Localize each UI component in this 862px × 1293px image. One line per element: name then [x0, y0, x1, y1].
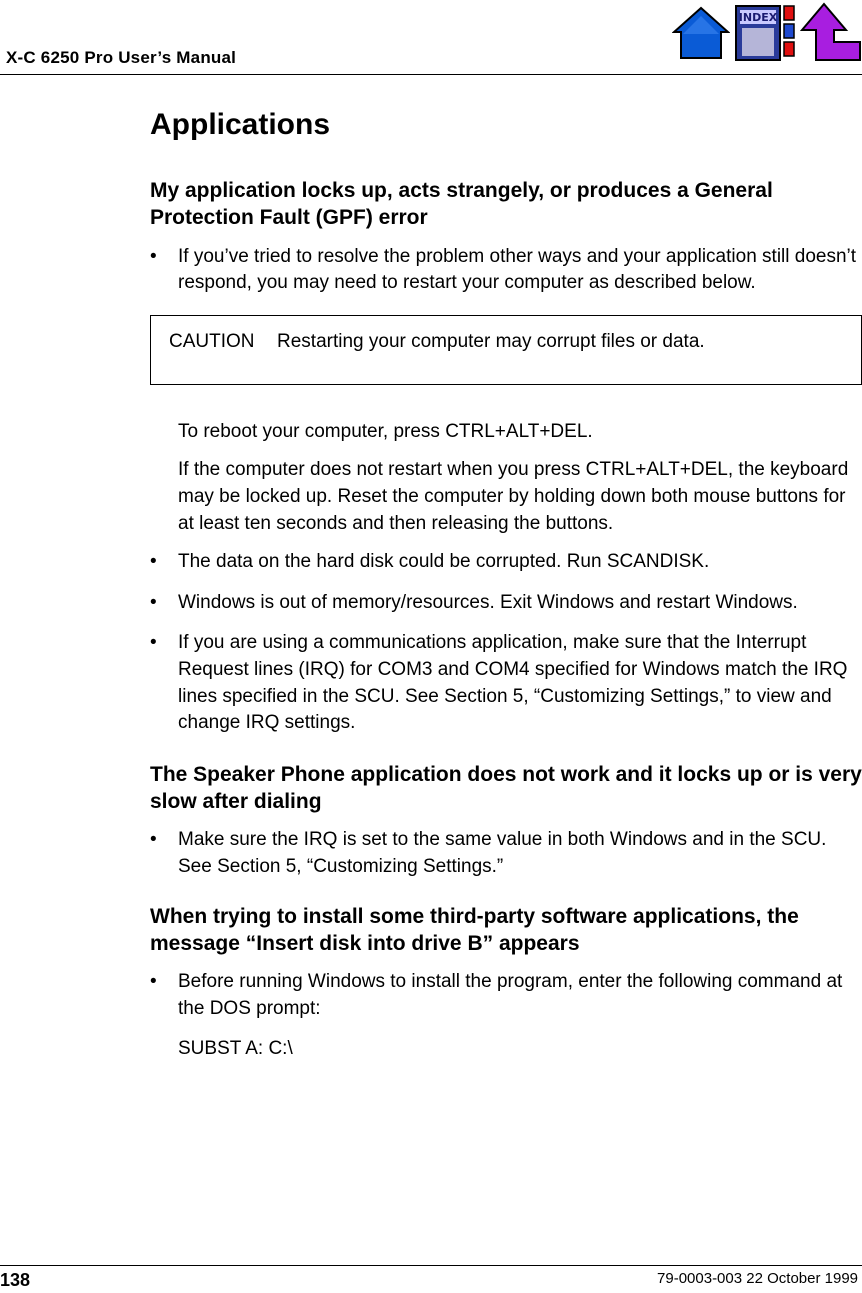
- bullet-icon: •: [150, 551, 157, 573]
- manual-title: X-C 6250 Pro User’s Manual: [6, 48, 237, 67]
- caution-label: CAUTION: [169, 330, 255, 352]
- list-item-text: The data on the hard disk could be corrupted. Run SCANDISK.: [178, 551, 710, 573]
- section-heading-gpf: My application locks up, acts strangely, or produces a General Protection Fault (GPF) error: [150, 179, 773, 230]
- index-icon-label: INDEX: [738, 11, 778, 24]
- footer-divider: [0, 1265, 862, 1266]
- home-icon[interactable]: [672, 4, 730, 62]
- list-item-text: Before running Windows to install the program, enter the following command at the DOS prompt:: [178, 971, 843, 1019]
- back-arrow-icon[interactable]: [800, 2, 862, 64]
- command-text: SUBST A: C:\: [178, 1038, 293, 1060]
- list-item-text: If you’ve tried to resolve the problem other ways and your application still doesn’t respond, you may need to restart your computer as described below.: [178, 245, 857, 294]
- caution-box: [150, 315, 862, 385]
- list-item: [150, 827, 862, 880]
- list-item: [150, 590, 862, 617]
- page-content: [150, 108, 862, 1075]
- caution-text: Restarting your computer may corrupt files or data.: [277, 330, 705, 352]
- index-icon[interactable]: [734, 2, 796, 64]
- bullet-icon: •: [150, 632, 157, 654]
- list-item: [150, 244, 862, 297]
- list-item-text: Make sure the IRQ is set to the same value in both Windows and in the SCU. See Section 5, “Customizing Settings.”: [178, 829, 827, 877]
- paragraph: If the computer does not restart when you press CTRL+ALT+DEL, the keyboard may be locked up. Reset the computer by holding down both mouse buttons for at least ten seconds and then releasing the buttons.: [178, 459, 849, 534]
- paragraph: To reboot your computer, press CTRL+ALT+DEL.: [178, 420, 593, 442]
- document-id-date: 79-0003-003 22 October 1999: [657, 1270, 858, 1287]
- section-heading-insert-disk: When trying to install some third-party software applications, the message “Insert disk into drive B” appears: [150, 904, 799, 955]
- list-item-text: If you are using a communications application, make sure that the Interrupt Request lines (IRQ) for COM3 and COM4 specified for Windows match the IRQ lines specified in the SCU. See Section 5, “Customizing Settings,” to view and change IRQ settings.: [178, 632, 848, 734]
- list-item: [150, 630, 862, 736]
- page-title: Applications: [150, 108, 331, 141]
- page-number: 138: [0, 1270, 31, 1290]
- header-divider: [0, 74, 862, 75]
- bullet-icon: •: [150, 829, 157, 851]
- section-heading-speaker-phone: The Speaker Phone application does not work and it locks up or is very slow after dialing: [150, 762, 862, 814]
- list-item: [150, 549, 862, 576]
- bullet-icon: •: [150, 245, 157, 267]
- list-item-text: Windows is out of memory/resources. Exit Windows and restart Windows.: [178, 591, 798, 613]
- list-item: [150, 969, 862, 1022]
- navigation-icons: [672, 2, 862, 64]
- bullet-icon: •: [150, 971, 157, 993]
- bullet-icon: •: [150, 591, 157, 613]
